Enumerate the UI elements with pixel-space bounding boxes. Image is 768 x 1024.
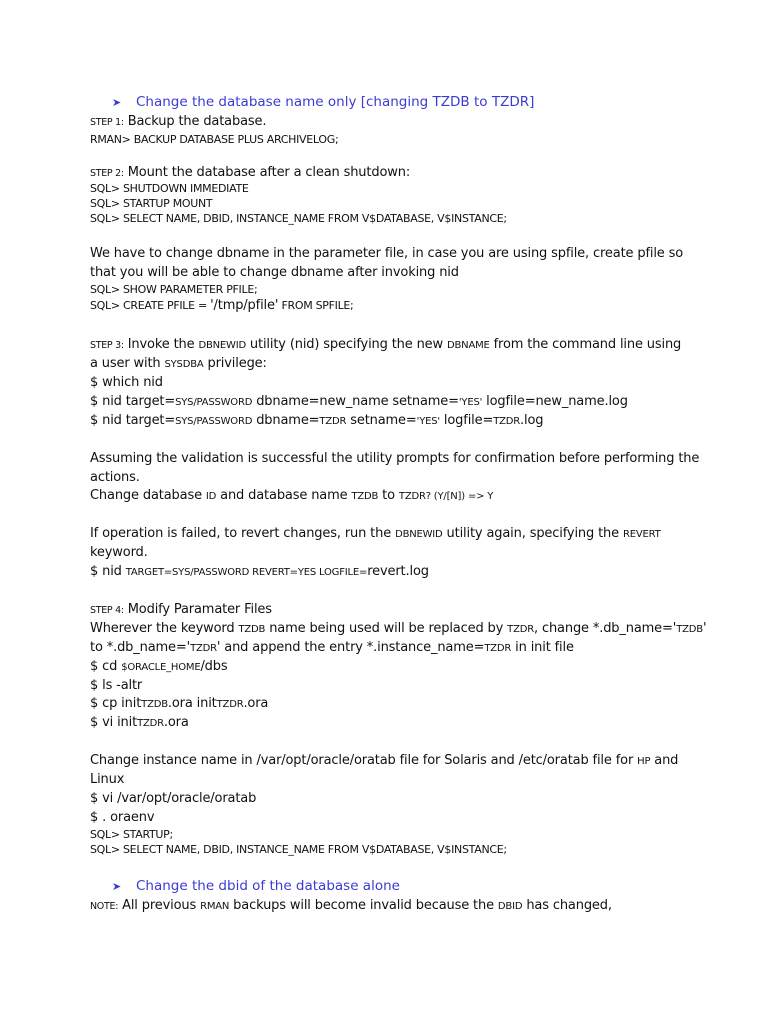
step-label: STEP 2: [90, 168, 124, 179]
step-label: STEP 1: [90, 117, 124, 128]
heading-text: Change the database name only [changing TZDB to TZDR] [136, 94, 535, 110]
text-part: Change database [90, 488, 206, 503]
text-part: DBID [497, 901, 523, 912]
text-part: in init file [511, 640, 574, 655]
param-paragraph-line-1: We have to change dbname in the parameter file, in case you are using spfile, create pfile so [90, 246, 684, 261]
text-part: ID [205, 491, 217, 502]
text-part: DBNEWID [395, 529, 443, 540]
sql-startup-command: SQL> STARTUP; [90, 828, 173, 841]
cmd-part: $ nid target= [90, 394, 176, 409]
cmd-part: $ nid [90, 564, 126, 579]
cmd-part: TZDR [137, 718, 164, 729]
cmd-part: FROM SPFILE; [278, 299, 354, 312]
text-part: ' and append the entry *.instance_name= [216, 640, 485, 655]
step-4 [90, 603, 272, 616]
step-3-continued [90, 357, 267, 370]
heading-text: Change the dbid of the database alone [136, 878, 400, 894]
text-part: If operation is failed, to revert changes, run the [90, 526, 396, 541]
text-part: name being used will be replaced by [265, 621, 508, 636]
nid-command-tzdr [90, 414, 543, 427]
text-part: RMAN [200, 901, 230, 912]
param-paragraph-line-2: that you will be able to change dbname after invoking nid [90, 265, 459, 280]
text-part: Wherever the keyword [90, 621, 239, 636]
cmd-part: 'YES' [416, 416, 440, 427]
sql-select-command: SQL> SELECT NAME, DBID, INSTANCE_NAME FROM V$DATABASE, V$INSTANCE; [90, 212, 507, 225]
cmd-part: $ cd [90, 659, 122, 674]
confirm-prompt [90, 489, 493, 502]
cmd-part: SQL> CREATE PFILE = [90, 299, 211, 312]
text-part: HP [637, 756, 651, 767]
text-part: TZDR [484, 643, 512, 654]
instance-paragraph-line-1 [90, 754, 678, 767]
text-part: to [378, 488, 399, 503]
text-part: DBNAME [447, 340, 490, 351]
section-heading-change-dbid [112, 880, 400, 894]
step-label: STEP 3: [90, 340, 124, 351]
arrow-bullet-icon: ➤ [112, 96, 122, 109]
cmd-part: 'YES' [458, 397, 483, 408]
to-db-name-line [90, 641, 574, 654]
sql-startup-mount-command: SQL> STARTUP MOUNT [90, 197, 213, 210]
cmd-part: $ nid target= [90, 413, 176, 428]
vi-oratab-command: $ vi /var/opt/oracle/oratab [90, 791, 257, 806]
cmd-part: /dbs [200, 659, 228, 674]
sql-shutdown-command: SQL> SHUTDOWN IMMEDIATE [90, 182, 249, 195]
note-line [90, 899, 612, 912]
text-part: TZDR [507, 624, 534, 635]
step-2 [90, 166, 410, 179]
cmd-part: TZDR [493, 416, 521, 427]
text-part: to *.db_name=' [90, 640, 191, 655]
cmd-part: setname= [346, 413, 417, 428]
nid-revert-command [90, 565, 429, 578]
which-nid-command: $ which nid [90, 375, 163, 390]
cmd-part: revert.log [367, 564, 429, 579]
cmd-part: SYS/PASSWORD [175, 397, 253, 408]
text-part: a user with [90, 356, 165, 371]
step-1 [90, 115, 266, 128]
cmd-part: .log [520, 413, 544, 428]
text-part: SYSDBA [164, 359, 204, 370]
text-part: ' [702, 621, 707, 636]
revert-paragraph-line-1 [90, 527, 661, 540]
text-part: REVERT [622, 529, 661, 540]
vi-init-command [90, 716, 189, 729]
cmd-part: .ora [243, 696, 269, 711]
wherever-line [90, 622, 706, 635]
text-part: backups will become invalid because the [229, 898, 498, 913]
arrow-bullet-icon: ➤ [112, 880, 122, 893]
revert-paragraph-line-2: keyword. [90, 545, 148, 560]
assume-paragraph-line-2: actions. [90, 470, 140, 485]
step-text: Backup the database. [123, 114, 267, 129]
cmd-part: TZDR [216, 699, 244, 710]
section-heading-change-dbname [112, 96, 534, 110]
sql-create-pfile-command [90, 299, 353, 312]
assume-paragraph-line-1: Assuming the validation is successful the utility prompts for confirmation before performing the [90, 451, 700, 466]
text-part: TZDB [676, 624, 703, 635]
sql-show-pfile-command: SQL> SHOW PARAMETER PFILE; [90, 283, 258, 296]
text-part: Invoke the [123, 337, 199, 352]
text-part: TZDB [351, 491, 379, 502]
text-part: from the command line using [489, 337, 682, 352]
cmd-part: dbname=new_name setname= [252, 394, 459, 409]
nid-command-generic [90, 395, 628, 408]
cmd-part: logfile= [439, 413, 494, 428]
ls-command: $ ls -altr [90, 678, 143, 693]
note-label: NOTE: [90, 901, 119, 912]
cmd-part: $ cp init [90, 696, 142, 711]
text-part: TZDR [190, 643, 217, 654]
text-part: , change *.db_name=' [533, 621, 677, 636]
step-text: Modify Paramater Files [123, 602, 272, 617]
cp-command [90, 697, 268, 710]
cmd-part: $ORACLE_HOME [121, 662, 201, 673]
text-part: Change instance name in /var/opt/oracle/oratab file for Solaris and /etc/oratab file for [90, 753, 638, 768]
text-part: utility (nid) specifying the new [245, 337, 447, 352]
cmd-part: TARGET=SYS/PASSWORD REVERT=YES LOGFILE= [125, 567, 368, 578]
text-part: and [650, 753, 679, 768]
cmd-part: TZDB [141, 699, 168, 710]
text-part: privilege: [203, 356, 267, 371]
text-part: has changed, [522, 898, 612, 913]
instance-paragraph-line-2: Linux [90, 772, 125, 787]
cmd-part: dbname= [252, 413, 320, 428]
oraenv-command: $ . oraenv [90, 810, 155, 825]
step-3 [90, 338, 681, 351]
step-label: STEP 4: [90, 605, 124, 616]
cmd-part: .ora [163, 715, 189, 730]
cd-command [90, 660, 228, 673]
sql-select-command-2: SQL> SELECT NAME, DBID, INSTANCE_NAME FROM V$DATABASE, V$INSTANCE; [90, 843, 507, 856]
text-part: and database name [216, 488, 352, 503]
text-part: TZDB [238, 624, 266, 635]
text-part: TZDR? (Y/[N]) => Y [398, 491, 494, 502]
text-part: utility again, specifying the [442, 526, 623, 541]
rman-backup-command: RMAN> BACKUP DATABASE PLUS ARCHIVELOG; [90, 133, 339, 146]
cmd-part: .ora init [167, 696, 217, 711]
cmd-part: SYS/PASSWORD [175, 416, 253, 427]
cmd-part: '/tmp/pfile' [210, 298, 279, 313]
text-part: DBNEWID [198, 340, 246, 351]
text-part: All previous [118, 898, 201, 913]
step-text: Mount the database after a clean shutdown: [123, 165, 411, 180]
cmd-part: TZDR [319, 416, 347, 427]
cmd-part: $ vi init [90, 715, 138, 730]
cmd-part: logfile=new_name.log [482, 394, 628, 409]
